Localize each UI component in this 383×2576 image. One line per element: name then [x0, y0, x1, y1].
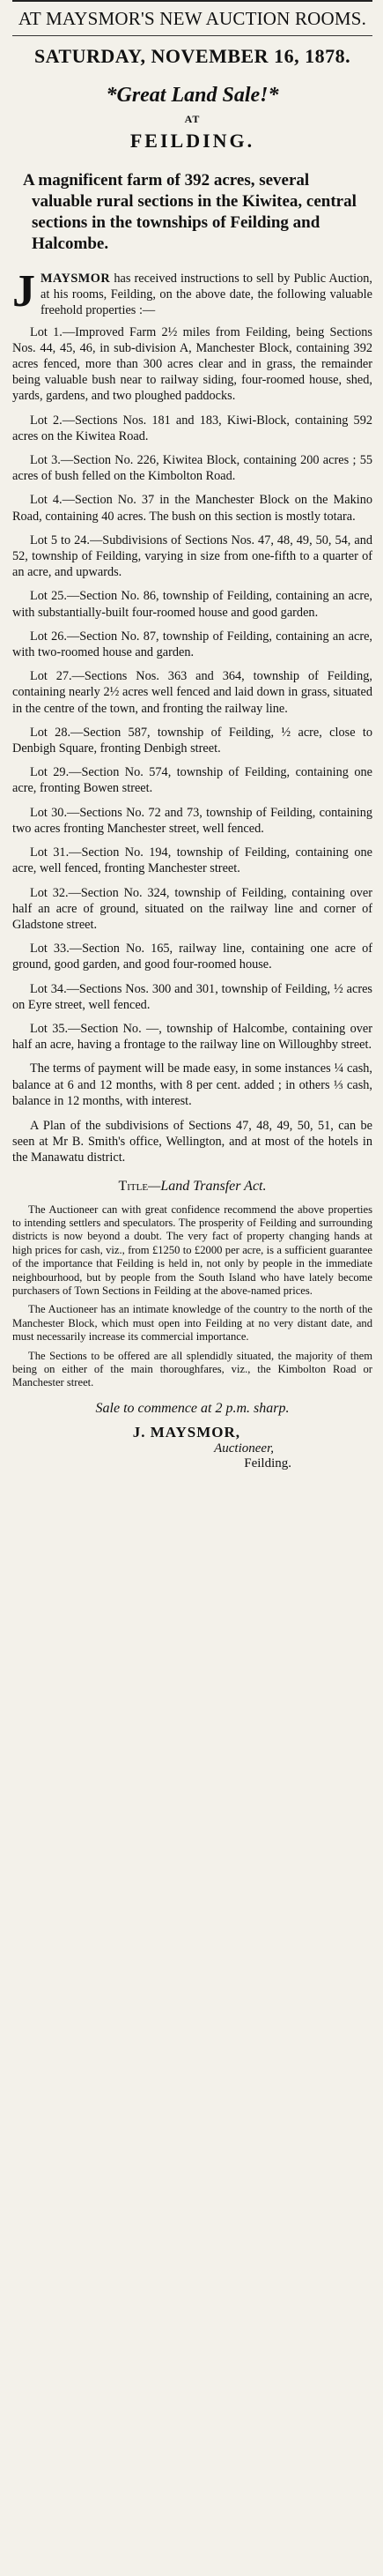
at-label: AT: [184, 113, 201, 125]
lot-item: Lot 34.—Sections Nos. 300 and 301, township of Feilding, ½ acres on Eyre street, well fenced.: [12, 981, 372, 1012]
top-rule: [12, 0, 372, 2]
title-line: [12, 1179, 372, 1195]
lot-item: Lot 33.—Section No. 165, railway line, containing one acre of ground, good garden, and good four-roomed house.: [12, 942, 372, 972]
lot-item: Lot 28.—Section 587, township of Feilding, ½ acre, close to Denbigh Square, fronting Denbigh street.: [12, 725, 372, 756]
sale-time: Sale to commence at 2 p.m. sharp.: [95, 1400, 290, 1416]
lot-item: Lot 3.—Section No. 226, Kiwitea Block, containing 200 acres ; 55 acres of bush felled on the Kimbolton Road.: [12, 453, 372, 484]
lot-item: Lot 30.—Sections No. 72 and 73, township of Feilding, containing two acres fronting Manchester street, well fenced.: [12, 805, 372, 836]
lot-item: Lot 32.—Section No. 324, township of Feilding, containing over half an acre of ground, situated on the railway line and corner of Gladstone street.: [12, 885, 372, 932]
lot-item: Lot 5 to 24.—Subdivisions of Sections Nos. 47, 48, 49, 50, 54, and 52, township of Feilding, varying in size from one-fifth to a quarter of an acre, and upwards.: [12, 532, 372, 580]
fine-paragraph: The Auctioneer can with great confidence recommend the above properties to intending settlers and speculators. The prosperity of Feilding and surrounding districts is now beyond a doubt. The very fact of property changing hands at high prices for cash, viz., from £1250 to £2000 per acre, is a sufficient guarantee of the importance that Feilding is held in, not only by people in the immediate neighbourhood, but by people from the South Island who have lately become purchasers of Town Sections in Feilding at the above-named prices.: [12, 1202, 372, 1297]
signature-place: Feilding.: [244, 1456, 291, 1470]
heading-title: AT MAYSMOR'S NEW AUCTION ROOMS.: [18, 8, 367, 29]
terms-section: [12, 1061, 372, 1165]
lot-item: Lot 1.—Improved Farm 2½ miles from Feilding, being Sections Nos. 44, 45, 46, in sub-division A, Manchester Block, containing 392 acres fenced, more than 300 acres clear and in grass, the remainder being valuable bush near to railway siding, four-roomed house, shed, yards, gardens, and two ploughed paddocks.: [12, 324, 372, 404]
title-label: Title: [118, 1178, 149, 1194]
title-act: —Land Transfer Act.: [148, 1178, 267, 1194]
lot-item: Lot 35.—Section No. —, township of Halcombe, containing over half an acre, having a frontage to the railway line on Willoughby street.: [12, 1021, 372, 1053]
sale-date: SATURDAY, NOVEMBER 16, 1878.: [33, 45, 351, 67]
lot-item: Lot 29.—Section No. 574, township of Feilding, containing one acre, fronting Bowen street.: [12, 765, 372, 796]
lot-item: Lot 25.—Section No. 86, township of Feilding, containing an acre, with substantially-built four-roomed house and good garden.: [12, 589, 372, 620]
signature-name: J. MAYSMOR,: [132, 1423, 240, 1441]
intro-paragraph: A magnificent farm of 392 acres, several valuable rural sections in the Kiwitea, central sections in the townships of Feilding and Halcombe.: [23, 171, 357, 253]
lot-item: Lot 2.—Sections Nos. 181 and 183, Kiwi-Block, containing 592 acres on the Kiwitea Road.: [12, 413, 372, 443]
lot-item: Lot 27.—Sections Nos. 363 and 364, township of Feilding, containing nearly 2½ acres well fenced and laid down in grass, situated in the centre of the town, and fronting the railway line.: [12, 669, 372, 716]
lot-item: Lot 26.—Section No. 87, township of Feilding, containing an acre, with two-roomed house and garden.: [12, 629, 372, 660]
auctioneer-name: MAYSMOR: [41, 272, 111, 286]
place-name: FEILDING.: [129, 130, 255, 152]
drop-cap: J: [12, 266, 35, 316]
lead-text: has received instructions to sell by Public Auction, at his rooms, Feilding, on the above date, the following valuable freehold properties :—: [41, 272, 372, 318]
terms-paragraph: The terms of payment will be made easy, in some instances ¼ cash, balance at 6 and 12 months, with 8 per cent. added ; in others ⅓ cash, balance in 12 months, with interest.: [12, 1061, 372, 1108]
fine-paragraph: The Auctioneer has an intimate knowledge of the country to the north of the Manchester Block, which must open into Feilding at no very distant date, and must necessarily increase its commercial importance.: [12, 1303, 372, 1344]
divider: [12, 35, 372, 36]
lot-item: Lot 4.—Section No. 37 in the Manchester Block on the Makino Road, containing 40 acres. The bush on this section is mostly totara.: [12, 493, 372, 524]
auction-body: [12, 266, 372, 1166]
signature-role: Auctioneer,: [214, 1441, 274, 1456]
lot-list: [12, 324, 372, 1053]
plan-paragraph: A Plan of the subdivisions of Sections 47, 48, 49, 50, 51, can be seen at Mr B. Smith's office, Wellington, and at most of the hotels in the Manawatu district.: [12, 1118, 372, 1165]
lead-paragraph: [12, 266, 372, 319]
lot-item: Lot 31.—Section No. 194, township of Feilding, containing one acre, well fenced, fronting Manchester street.: [12, 845, 372, 876]
fine-print: [12, 1203, 372, 1390]
sale-name: *Great Land Sale!*: [106, 84, 279, 107]
fine-paragraph: The Sections to be offered are all splendidly situated, the majority of them being on either of the main thoroughfares, viz., the Kimbolton Road or Manchester street.: [12, 1349, 372, 1389]
